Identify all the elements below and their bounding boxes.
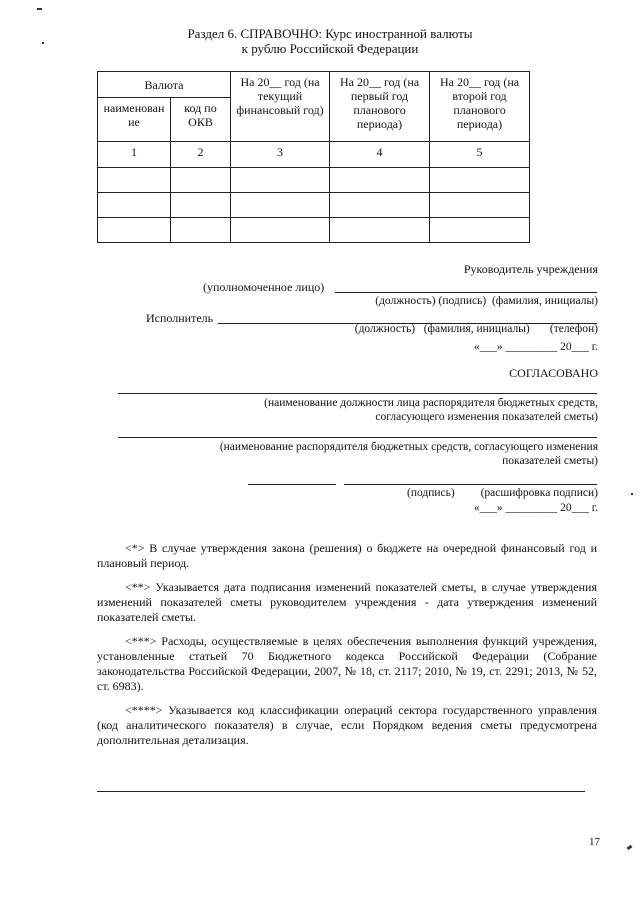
column-header-current-year: На 20__ год (на текущий финансовый год) xyxy=(231,72,330,142)
scan-speck xyxy=(631,493,633,495)
table-cell xyxy=(330,168,430,193)
footnote-3: <***> Расходы, осуществляемые в целях обеспечения выполнения функций учреждения, установленные статьей 70 Бюджетного кодекса Российской Федерации (Собрание законодательства Российской Федерации, 2007, № 18, ст. 2117; 2010, № 19, ст. 2291; 2013, № 52, ст. 6983). xyxy=(97,634,597,693)
table-cell xyxy=(98,168,171,193)
approver-position-caption-line2: согласующего изменения показателей сметы) xyxy=(375,411,598,423)
authorized-person-label: (уполномоченное лицо) xyxy=(203,280,325,294)
table-cell xyxy=(430,168,530,193)
page-number: 17 xyxy=(589,836,600,848)
column-number: 5 xyxy=(430,142,530,168)
column-header-first-plan-year: На 20__ год (на первый год планового периода) xyxy=(330,72,430,142)
table-cell xyxy=(430,193,530,218)
column-number: 1 xyxy=(98,142,171,168)
executor-date: «___» _________ 20___ г. xyxy=(473,341,598,353)
approver-name-caption-line1: (наименование распорядителя бюджетных средств, согласующего изменения xyxy=(219,441,598,453)
table-row xyxy=(98,168,530,193)
table-row xyxy=(98,193,530,218)
table-cell xyxy=(171,218,231,243)
authorized-signature-line xyxy=(335,292,597,293)
column-number: 4 xyxy=(330,142,430,168)
executor-label: Исполнитель xyxy=(146,311,214,325)
column-number: 3 xyxy=(231,142,330,168)
column-number-row xyxy=(98,142,530,168)
column-header-okv-code: код по ОКВ xyxy=(171,98,231,142)
approval-signature-line xyxy=(248,484,336,485)
scan-speck xyxy=(627,845,633,850)
section-title xyxy=(150,26,510,56)
table-cell xyxy=(98,218,171,243)
column-number: 2 xyxy=(171,142,231,168)
footnote-4: <****> Указывается код классификации операций сектора государственного управления (код аналитического показателя) в случае, если Порядком ведения сметы предусмотрена дополнительная детализация. xyxy=(97,703,597,747)
table-row xyxy=(98,218,530,243)
footnote-1: <*> В случае утверждения закона (решения) о бюджете на очередной финансовый год и плановый период. xyxy=(97,541,597,570)
section-title-line1: Раздел 6. СПРАВОЧНО: Курс иностранной валюты xyxy=(187,26,473,41)
table-cell xyxy=(231,193,330,218)
footnote-2: <**> Указывается дата подписания изменений показателей сметы, в случае утверждения изменений показателей сметы руководителем учреждения - дата утверждения изменений показателей сметы. xyxy=(97,580,597,624)
table-cell xyxy=(330,218,430,243)
column-header-currency-name: наименован ие xyxy=(98,98,171,142)
table-cell xyxy=(330,193,430,218)
scan-speck xyxy=(42,42,44,44)
column-header-second-plan-year: На 20__ год (на второй год планового периода) xyxy=(430,72,530,142)
currency-rate-table xyxy=(97,71,530,243)
table-cell xyxy=(231,168,330,193)
approval-heading: СОГЛАСОВАНО xyxy=(509,366,598,380)
scan-speck xyxy=(37,8,42,10)
head-of-institution-label: Руководитель учреждения xyxy=(463,262,598,276)
executor-signature-captions: (должность) (фамилия, инициалы) (телефон) xyxy=(354,323,598,335)
approval-decryption-line xyxy=(344,484,597,485)
section-title-line2: к рублю Российской Федерации xyxy=(241,41,419,56)
head-signature-captions: (должность) (подпись) (фамилия, инициалы) xyxy=(375,295,598,307)
table-cell xyxy=(171,193,231,218)
approver-position-line xyxy=(118,393,597,394)
approver-name-caption-line2: показателей сметы) xyxy=(502,455,598,467)
approval-date: «___» _________ 20___ г. xyxy=(473,502,598,514)
table-cell xyxy=(98,193,171,218)
approval-signature-captions: (подпись) (расшифровка подписи) xyxy=(406,487,598,499)
approver-name-line xyxy=(118,437,597,438)
table-cell xyxy=(171,168,231,193)
approver-position-caption xyxy=(168,396,598,424)
table-cell xyxy=(231,218,330,243)
approver-name-caption xyxy=(148,440,598,468)
approver-position-caption-line1: (наименование должности лица распорядителя бюджетных средств, xyxy=(264,397,598,409)
footer-separator-line xyxy=(97,791,585,792)
currency-group-header: Валюта xyxy=(98,72,231,98)
table-cell xyxy=(430,218,530,243)
